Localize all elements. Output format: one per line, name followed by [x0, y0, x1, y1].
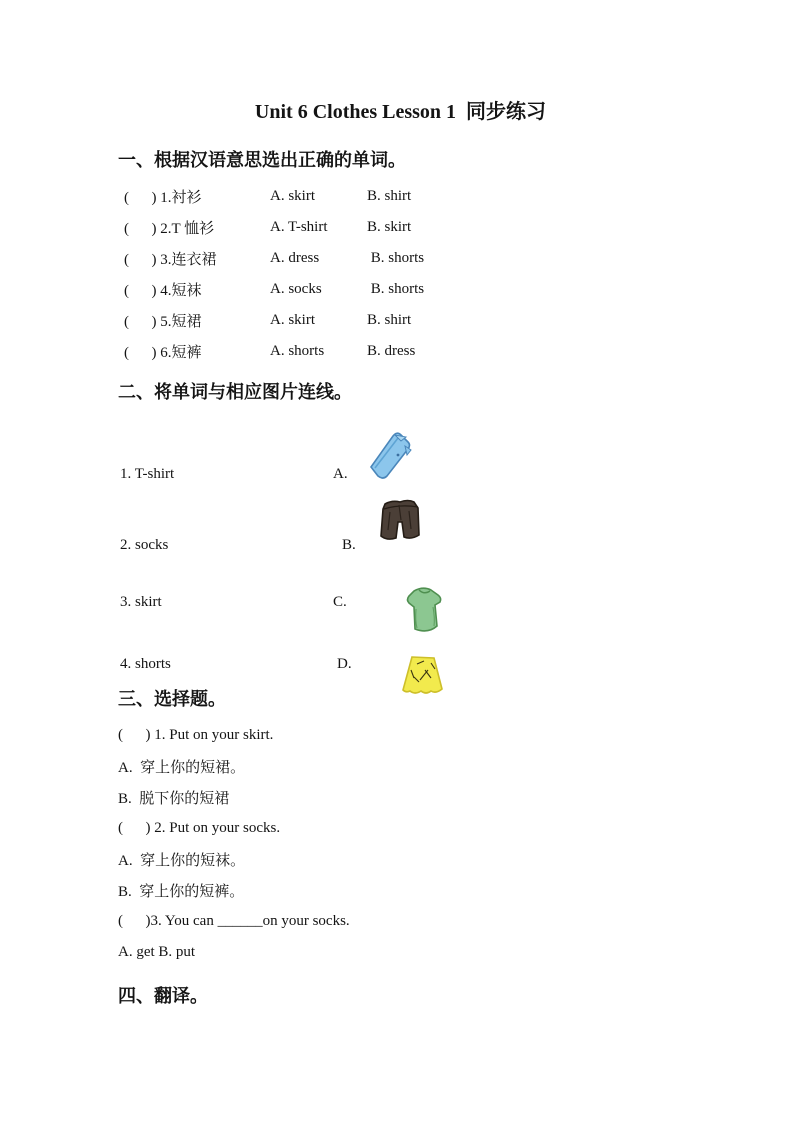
table-row: [118, 274, 683, 305]
table-row: [118, 305, 683, 336]
question-text: ( ) 5.短裙: [124, 314, 202, 330]
match-word: 4. shorts: [120, 656, 171, 672]
option-b: B. dress: [367, 343, 416, 359]
list-item: A. 穿上你的短裙。: [118, 760, 246, 776]
list-item: ( ) 1. Put on your skirt.: [118, 727, 274, 743]
match-letter: C.: [333, 594, 347, 610]
option-a: A. skirt: [270, 188, 315, 204]
question-text: ( ) 6.短裤: [124, 345, 202, 361]
green-tshirt-image: [400, 583, 447, 636]
option-a: A. dress: [270, 250, 320, 266]
option-a: A. T-shirt: [270, 219, 328, 235]
option-b: B. skirt: [367, 219, 412, 235]
section2-matching-area: [118, 403, 683, 678]
section1-heading: 一、根据汉语意思选出正确的单词。: [118, 150, 406, 170]
section1-question-list: [118, 181, 683, 367]
list-item: A. get B. put: [118, 944, 196, 960]
section3-question-list: [118, 720, 683, 968]
page-title: Unit 6 Clothes Lesson 1 同步练习: [254, 101, 547, 123]
section3-heading: 三、选择题。: [118, 689, 226, 709]
option-b: B. shirt: [367, 188, 412, 204]
blue-shirt-image: [365, 427, 413, 482]
match-letter: A.: [333, 466, 348, 482]
yellow-skirt-image: [398, 650, 448, 700]
table-row: [118, 181, 683, 212]
option-b: B. shorts: [367, 281, 425, 297]
section2-heading: 二、将单词与相应图片连线。: [118, 382, 352, 402]
list-item: B. 穿上你的短裤。: [118, 884, 245, 900]
list-item: ( )3. You can ______on your socks.: [118, 913, 350, 929]
question-text: ( ) 2.T 恤衫: [124, 221, 215, 237]
match-letter: D.: [337, 656, 352, 672]
match-letter: B.: [342, 537, 356, 553]
match-word: 3. skirt: [120, 594, 162, 610]
match-word: 2. socks: [120, 537, 169, 553]
option-b: B. shirt: [367, 312, 412, 328]
question-text: ( ) 3.连衣裙: [124, 252, 217, 268]
dark-shorts-image: [378, 496, 421, 543]
question-text: ( ) 4.短袜: [124, 283, 202, 299]
question-text: ( ) 1.衬衫: [124, 190, 202, 206]
section4-heading: 四、翻译。: [118, 986, 208, 1006]
option-a: A. socks: [270, 281, 322, 297]
option-b: B. shorts: [367, 250, 425, 266]
match-word: 1. T-shirt: [120, 466, 175, 482]
list-item: B. 脱下你的短裙: [118, 791, 230, 807]
table-row: [118, 243, 683, 274]
option-a: A. skirt: [270, 312, 315, 328]
table-row: [118, 212, 683, 243]
list-item: ( ) 2. Put on your socks.: [118, 820, 281, 836]
option-a: A. shorts: [270, 343, 325, 359]
list-item: A. 穿上你的短袜。: [118, 853, 246, 869]
table-row: [118, 336, 683, 367]
